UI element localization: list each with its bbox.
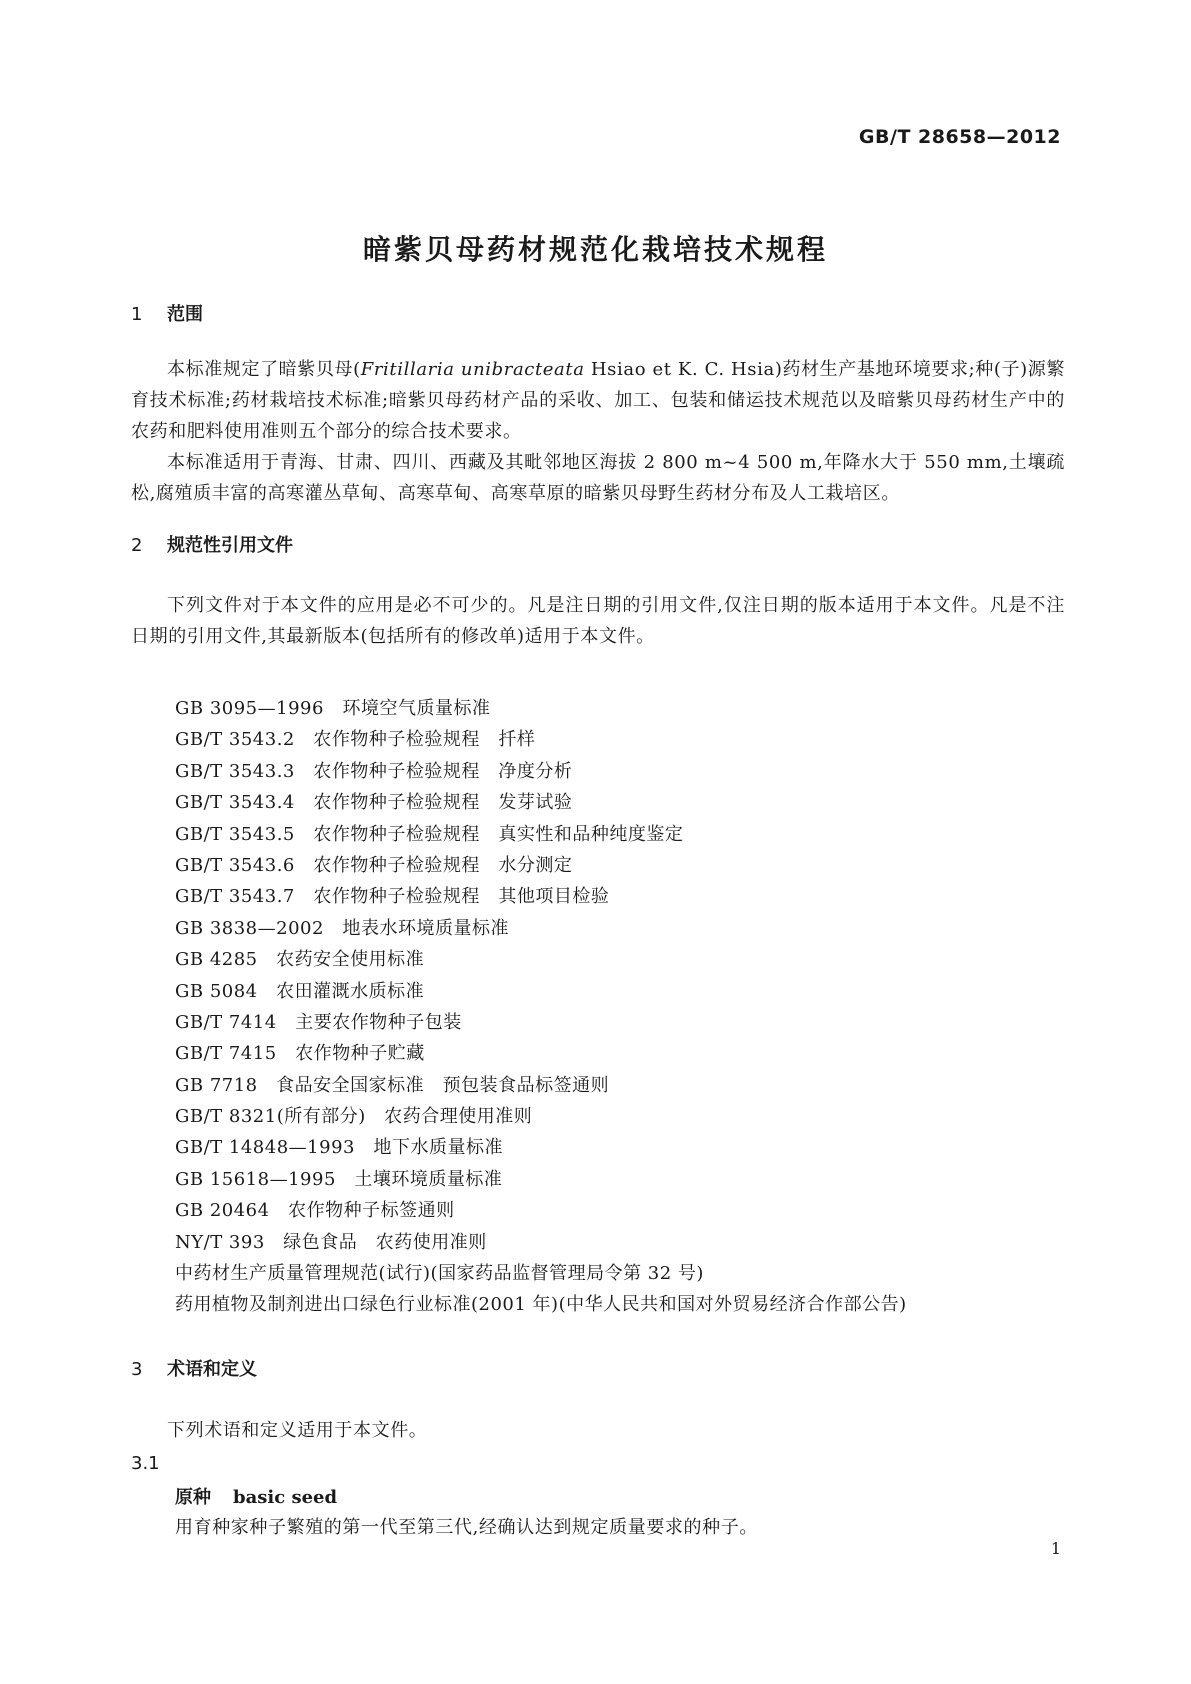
reference-item: GB/T 7414 主要农作物种子包装 (175, 1011, 462, 1033)
reference-item: 药用植物及制剂进出口绿色行业标准(2001 年)(中华人民共和国对外贸易经济合作部公告) (175, 1294, 907, 1316)
page-number: 1 (1050, 1539, 1061, 1558)
reference-item: GB/T 3543.5 农作物种子检验规程 真实性和品种纯度鉴定 (175, 823, 684, 845)
reference-item: GB 20464 农作物种子标签通则 (175, 1200, 455, 1222)
reference-item: GB/T 3543.6 农作物种子检验规程 水分测定 (175, 854, 573, 876)
section-1-heading (131, 300, 203, 326)
reference-item: GB 3095—1996 环境空气质量标准 (175, 698, 491, 719)
section-2-number: 2 (131, 535, 143, 556)
clause-3-1-number: 3.1 (131, 1453, 160, 1474)
reference-item: NY/T 393 绿色食品 农药使用准则 (175, 1231, 487, 1253)
standard-number: GB/T 28658—2012 (858, 126, 1061, 148)
section-1-number: 1 (131, 304, 143, 325)
section-2-heading (131, 531, 293, 557)
latin-species-name: Fritillaria unibracteata (360, 359, 585, 380)
section-2-intro: 下列文件对于本文件的应用是必不可少的。凡是注日期的引用文件,仅注日期的版本适用于本文件。凡是不注日期的引用文件,其最新版本(包括所有的修改单)适用于本文件。 (131, 595, 1065, 647)
reference-item: GB/T 7415 农作物种子贮藏 (175, 1043, 425, 1065)
reference-item: GB/T 3543.2 农作物种子检验规程 扦样 (175, 729, 536, 751)
term-english: basic seed (233, 1487, 338, 1508)
reference-item: GB 15618—1995 土壤环境质量标准 (175, 1168, 503, 1190)
reference-item: 中药材生产质量管理规范(试行)(国家药品监督管理局令第 32 号) (175, 1263, 704, 1285)
term-chinese: 原种 (175, 1487, 211, 1508)
section-2-title: 规范性引用文件 (167, 535, 293, 556)
para1-text-b: Hsiao et K. C. Hsia)药材生产基地环境要求;种(子)源繁育技术标准;药材栽培技术标准;暗紫贝母药材产品的采收、加工、包装和储运技术规范以及暗紫贝母药材生产中的农药和肥料使用准则五个部分的综合技术要求。 (131, 359, 1065, 442)
normative-reference-list (175, 693, 907, 1321)
para1-text-a: 本标准规定了暗紫贝母( (167, 359, 361, 380)
term-definition: 用育种家种子繁殖的第一代至第三代,经确认达到规定质量要求的种子。 (175, 1517, 758, 1538)
term-entry (175, 1483, 337, 1509)
reference-item: GB 7718 食品安全国家标准 预包装食品标签通则 (175, 1074, 610, 1096)
reference-item: GB/T 3543.4 农作物种子检验规程 发芽试验 (175, 792, 573, 814)
document-title: 暗紫贝母药材规范化栽培技术规程 (362, 233, 828, 266)
section-1-paragraph-1 (131, 354, 1065, 447)
reference-item: GB/T 3543.3 农作物种子检验规程 净度分析 (175, 760, 573, 782)
reference-item: GB 3838—2002 地表水环境质量标准 (175, 917, 509, 939)
section-3-number: 3 (131, 1359, 143, 1380)
reference-item: GB/T 14848—1993 地下水质量标准 (175, 1137, 503, 1159)
reference-item: GB 4285 农药安全使用标准 (175, 949, 425, 971)
section-1-title: 范围 (167, 304, 203, 325)
section-1-paragraph-2: 本标准适用于青海、甘肃、四川、西藏及其毗邻地区海拔 2 800 m~4 500 m,年降水大于 550 mm,土壤疏松,腐殖质丰富的高寒灌丛草甸、高寒草甸、高寒草原的暗紫贝母野生药材分布及人工栽培区。 (131, 452, 1065, 504)
reference-item: GB 5084 农田灌溉水质标准 (175, 980, 425, 1002)
reference-item: GB/T 8321(所有部分) 农药合理使用准则 (175, 1106, 533, 1128)
section-3-intro: 下列术语和定义适用于本文件。 (167, 1420, 428, 1441)
reference-item: GB/T 3543.7 农作物种子检验规程 其他项目检验 (175, 886, 610, 908)
section-3-title: 术语和定义 (167, 1359, 257, 1380)
section-3-heading (131, 1355, 257, 1381)
